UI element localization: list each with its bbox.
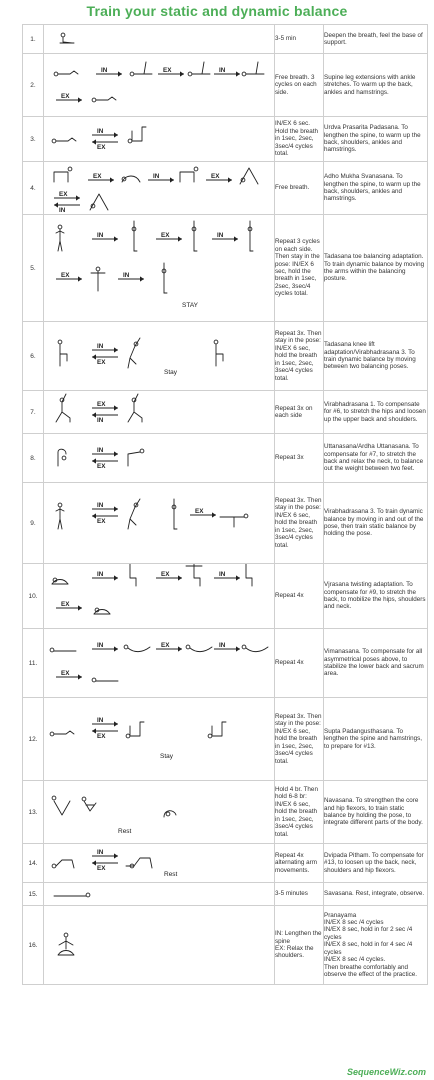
pose-figures [44, 483, 272, 563]
rest-label: Rest [164, 871, 178, 878]
svg-text:IN: IN [153, 173, 160, 180]
pose-illustration [44, 322, 275, 391]
breath-instruction: Free breath. [275, 162, 324, 215]
step-number: 9. [23, 483, 44, 564]
pose-description: Uttanasana/Ardha Uttanasana. To compensate for #7, to stretch the back and relax the neck, to balance out the weight between two feet. [324, 434, 428, 483]
svg-text:IN: IN [59, 207, 66, 214]
stay-label: STAY [182, 302, 199, 309]
step-number: 8. [23, 434, 44, 483]
step-number: 1. [23, 25, 44, 54]
step-number: 15. [23, 883, 44, 906]
arrow-in-icon [92, 849, 118, 859]
arrow-ex-icon [56, 272, 82, 282]
pose-figures [44, 215, 272, 321]
svg-text:EX: EX [97, 401, 106, 408]
svg-text:EX: EX [161, 642, 170, 649]
pose-description: Supine leg extensions with ankle stretches. To warm up the back, ankles and hamstrings. [324, 54, 428, 117]
arrow-in-icon [92, 128, 118, 138]
pose-description: Urdva Prasarita Padasana. To lengthen the spine, to warm up the back, shoulders, ankles and hamstrings. [324, 117, 428, 162]
pose-figures [44, 162, 272, 214]
pose-illustration [44, 906, 275, 985]
step-number: 7. [23, 391, 44, 434]
svg-text:IN: IN [97, 417, 104, 424]
arrow-in-icon [92, 232, 118, 242]
arrow-in-icon [148, 173, 174, 183]
pose-figures [44, 25, 272, 53]
svg-text:EX: EX [97, 359, 106, 366]
pose-illustration [44, 162, 275, 215]
svg-text:EX: EX [61, 272, 70, 279]
pose-description: Virabhadrasana 3. To train dynamic balance by moving in and out of the pose, then train static balance by holding the pose. [324, 483, 428, 564]
pose-illustration [44, 564, 275, 629]
breath-instruction: 3-5 min [275, 25, 324, 54]
arrow-ex-icon [206, 173, 232, 183]
svg-text:EX: EX [61, 670, 70, 677]
svg-text:EX: EX [97, 865, 106, 872]
sequencewiz-logo: SequenceWiz.com [347, 1067, 426, 1077]
arrow-in-icon [214, 571, 240, 581]
pose-figures [44, 54, 272, 116]
svg-text:EX: EX [97, 733, 106, 740]
svg-text:EX: EX [161, 571, 170, 578]
arrow-ex-icon [92, 513, 118, 525]
pose-description: Adho Mukha Svanasana. To lengthen the spine, to warm up the back, shoulders, ankles and hamstrings. [324, 162, 428, 215]
svg-text:EX: EX [161, 232, 170, 239]
breath-instruction: Repeat 3 cycles on each side. Then stay in the pose: IN/EX 6 sec, hold the breath in 1sec, 2sec, 3sec/4 cycles total. [275, 215, 324, 322]
pose-illustration [44, 483, 275, 564]
svg-text:EX: EX [211, 173, 220, 180]
arrow-in-icon [54, 202, 80, 214]
pose-illustration [44, 629, 275, 698]
pose-illustration [44, 117, 275, 162]
svg-text:EX: EX [93, 173, 102, 180]
step-number: 5. [23, 215, 44, 322]
arrow-in-icon [92, 447, 118, 457]
arrow-ex-icon [54, 191, 80, 201]
pose-description: Vimanasana. To compensate for all asymmetrical poses above, to stabilize the lower back and sacrum area. [324, 629, 428, 698]
pose-illustration [44, 781, 275, 844]
svg-text:IN: IN [219, 571, 226, 578]
pose-illustration [44, 883, 275, 906]
arrow-in-icon [214, 642, 240, 652]
svg-text:EX: EX [61, 93, 70, 100]
pose-description: Supta Padangusthasana. To lengthen the spine and hamstrings, to prepare for #13. [324, 698, 428, 781]
svg-text:IN: IN [97, 849, 104, 856]
table-row [23, 322, 428, 391]
svg-text:IN: IN [97, 128, 104, 135]
pose-illustration [44, 698, 275, 781]
pose-illustration [44, 391, 275, 434]
arrow-ex-icon [156, 571, 182, 581]
arrow-ex-icon [156, 232, 182, 242]
table-row [23, 883, 428, 906]
breath-instruction: IN: Lengthen the spine EX: Relax the shoulders. [275, 906, 324, 985]
svg-text:IN: IN [97, 717, 104, 724]
arrow-in-icon [92, 502, 118, 512]
svg-text:IN: IN [217, 232, 224, 239]
pose-illustration [44, 25, 275, 54]
svg-text:EX: EX [163, 67, 172, 74]
stay-label: Stay [164, 369, 178, 376]
arrow-ex-icon [88, 173, 114, 183]
svg-text:IN: IN [123, 272, 130, 279]
arrow-ex-icon [92, 860, 118, 872]
step-number: 6. [23, 322, 44, 391]
pose-figures [44, 906, 272, 984]
arrow-in-icon [92, 571, 118, 581]
svg-text:IN: IN [219, 67, 226, 74]
pose-figures [44, 629, 272, 697]
pose-illustration [44, 844, 275, 883]
breath-instruction: Repeat 3x [275, 434, 324, 483]
pose-description: Deepen the breath, feel the base of support. [324, 25, 428, 54]
breath-instruction: Repeat 4x [275, 629, 324, 698]
arrow-ex-icon [158, 67, 184, 77]
arrow-in-icon [118, 272, 144, 282]
svg-text:EX: EX [195, 508, 204, 515]
svg-text:IN: IN [219, 642, 226, 649]
arrow-ex-icon [156, 642, 182, 652]
arrow-in-icon [92, 717, 118, 727]
arrow-ex-icon [56, 93, 82, 103]
pose-figures [44, 434, 272, 482]
pose-figures [44, 883, 272, 905]
svg-text:IN: IN [97, 232, 104, 239]
table-row [23, 698, 428, 781]
arrow-ex-icon [92, 728, 118, 740]
pose-figures [44, 781, 272, 843]
pose-description: Virabhadrasana 1. To compensate for #6, to stretch the hips and loosen up the upper back and shoulders. [324, 391, 428, 434]
arrow-in-icon [212, 232, 238, 242]
breath-instruction: Repeat 3x. Then stay in the pose: IN/EX 6 sec, hold the breath in 1sec, 2sec, 3sec/4 cycles total. [275, 322, 324, 391]
svg-text:EX: EX [97, 144, 106, 151]
table-row [23, 434, 428, 483]
arrow-ex-icon [56, 670, 82, 680]
arrow-ex-icon [92, 401, 118, 411]
arrow-in-icon [92, 642, 118, 652]
table-row [23, 391, 428, 434]
pose-description: Dvipada Pitham. To compensate for #13, to loosen up the back, neck, shoulders and hip flexors. [324, 844, 428, 883]
breath-instruction: Repeat 3x on each side [275, 391, 324, 434]
arrow-in-icon [92, 412, 118, 424]
table-row [23, 844, 428, 883]
pose-illustration [44, 215, 275, 322]
pose-description: Tadasana knee lift adaptation/Virabhadrasana 3. To train dynamic balance by moving between two balancing poses. [324, 322, 428, 391]
svg-text:EX: EX [59, 191, 68, 198]
table-row [23, 629, 428, 698]
arrow-ex-icon [190, 508, 216, 518]
pose-description: Navasana. To strengthen the core and hip flexors, to train static balance by holding the pose, to integrate different parts of the body. [324, 781, 428, 844]
arrow-ex-icon [56, 601, 82, 611]
page-title: Train your static and dynamic balance [86, 3, 348, 19]
step-number: 11. [23, 629, 44, 698]
table-row [23, 117, 428, 162]
svg-text:IN: IN [97, 502, 104, 509]
table-row [23, 906, 428, 985]
stay-label: Stay [160, 753, 174, 760]
step-number: 10. [23, 564, 44, 629]
step-number: 16. [23, 906, 44, 985]
table-row [23, 162, 428, 215]
breath-instruction: Repeat 3x. Then stay in the pose: IN/EX 6 sec, hold the breath in 1sec, 2sec, 3sec/4 cycles total. [275, 483, 324, 564]
pose-description: Pranayama IN/EX 8 sec /4 cycles IN/EX 8 sec, hold in for 2 sec /4 cycles IN/EX 8 sec, hold in for 4 sec /4 cycles IN/EX 8 sec /4 cycles. Then breathe comfortably and observe the effect of the practice. [324, 906, 428, 985]
breath-instruction: 3-5 minutes [275, 883, 324, 906]
sequence-table [22, 24, 428, 985]
svg-text:IN: IN [97, 343, 104, 350]
pose-figures [44, 391, 272, 433]
breath-instruction: Repeat 4x [275, 564, 324, 629]
step-number: 12. [23, 698, 44, 781]
pose-figures [44, 117, 272, 161]
table-row [23, 483, 428, 564]
pose-illustration [44, 434, 275, 483]
arrow-ex-icon [92, 458, 118, 470]
table-row [23, 54, 428, 117]
svg-text:EX: EX [61, 601, 70, 608]
step-number: 13. [23, 781, 44, 844]
table-row [23, 564, 428, 629]
svg-text:IN: IN [101, 67, 108, 74]
svg-text:IN: IN [97, 571, 104, 578]
step-number: 4. [23, 162, 44, 215]
pose-figures [44, 698, 272, 780]
svg-text:IN: IN [97, 447, 104, 454]
arrow-ex-icon [92, 354, 118, 366]
table-row [23, 781, 428, 844]
svg-text:IN: IN [97, 642, 104, 649]
breath-instruction: Repeat 4x alternating arm movements. [275, 844, 324, 883]
svg-text:EX: EX [97, 518, 106, 525]
step-number: 2. [23, 54, 44, 117]
pose-figures [44, 322, 272, 390]
arrow-in-icon [92, 343, 118, 353]
table-row [23, 215, 428, 322]
arrow-in-icon [214, 67, 240, 77]
breath-instruction: Free breath. 3 cycles on each side. [275, 54, 324, 117]
svg-text:EX: EX [97, 463, 106, 470]
rest-label: Rest [118, 828, 132, 835]
table-row [23, 25, 428, 54]
breath-instruction: IN/EX 6 sec. Hold the breath in 1sec, 2sec, 3sec/4 cycles total. [275, 117, 324, 162]
breath-instruction: Repeat 3x. Then stay in the pose: IN/EX 6 sec, hold the breath in 1sec, 2sec, 3sec/4 cycles total. [275, 698, 324, 781]
pose-illustration [44, 54, 275, 117]
pose-figures [44, 564, 272, 628]
arrow-ex-icon [92, 139, 118, 151]
step-number: 14. [23, 844, 44, 883]
pose-description: Vjrasana twisting adaptation. To compensate for #9, to stretch the back, to mobilize the hips, shoulders and neck. [324, 564, 428, 629]
breath-instruction: Hold 4 br. Then hold 6-8 br: IN/EX 6 sec, hold the breath in 1sec, 2sec, 3sec/4 cycles total. [275, 781, 324, 844]
arrow-in-icon [96, 67, 122, 77]
pose-description: Tadasana toe balancing adaptation. To train dynamic balance by moving the arms within the balancing posture. [324, 215, 428, 322]
pose-figures [44, 844, 272, 882]
pose-description: Savasana. Rest, integrate, observe. [324, 883, 428, 906]
step-number: 3. [23, 117, 44, 162]
